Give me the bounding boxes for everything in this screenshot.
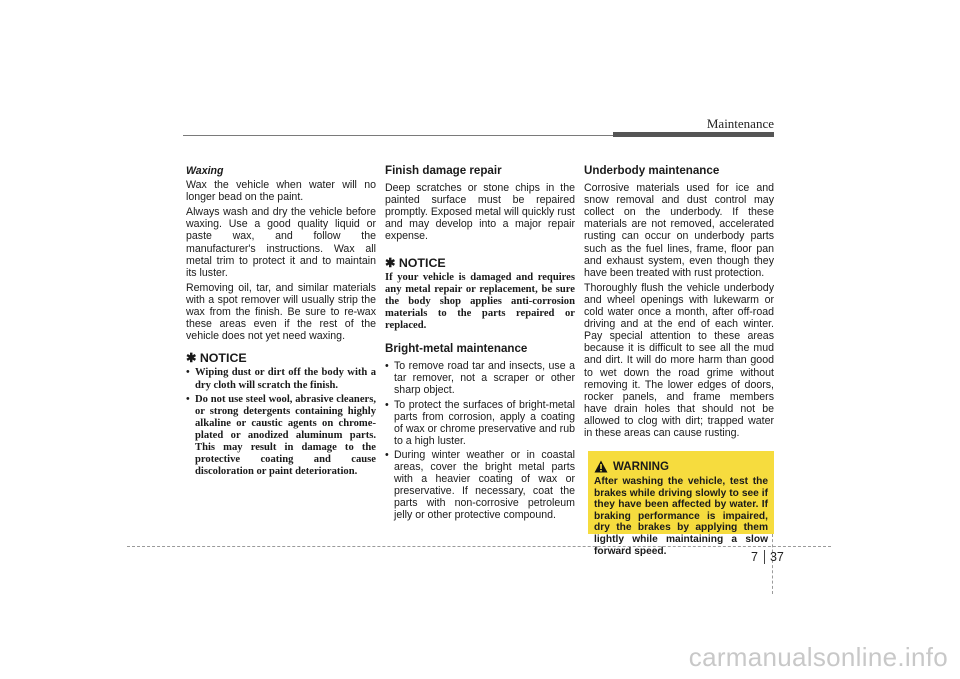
paragraph: Wax the vehicle when water will no longer bead on the paint. [186,179,376,204]
footer-divider [127,546,831,547]
notice-text: If your vehicle is damaged and requires any metal repair or replacement, be sure the body shop applies anti-corrosion materials to the parts repaired or replaced. [385,271,575,332]
bullet-icon: • [186,393,190,405]
paragraph: Always wash and dry the vehicle before waxing. Use a good quality liquid or paste wax, and follow the manufacturer's instructions. Wax all metal trim to protect it and to maintain its luster. [186,206,376,279]
bullet-icon: • [186,367,190,379]
column-3 [584,165,774,442]
paragraph: Thoroughly flush the vehicle underbody and wheel openings with lukewarm or cold water once a month, after off-road driving and at the end of each winter. Pay special attention to these areas because it is difficult to see all the mud and dirt. It will do more harm than good to wet down the road grime without removing it. The lower edges of doors, rocker panels, and frame members have drain holes that should not be allowed to clog with dirt; trapped water in these areas can cause rusting. [584,281,774,439]
list-item: • Wiping dust or dirt off the body with a dry cloth will scratch the finish. [186,367,376,391]
column-2 [385,165,575,523]
footer-vertical-divider [772,534,773,594]
list-item: • Do not use steel wool, abrasive cleaners, or strong detergents containing highly alkaline or caustic agents on chrome-plated or anodized aluminum parts. This may result in damage to the protective coating and cause discoloration or paint deterioration. [186,393,376,478]
notice-label: NOTICE [199,351,247,366]
paragraph: Deep scratches or stone chips in the painted surface must be repaired promptly. Exposed metal will quickly rust and may develop into a major repair expense. [385,182,575,243]
bright-metal-heading: Bright-metal maintenance [385,342,528,356]
warning-label: WARNING [613,460,670,473]
header-bar [613,132,774,137]
bullet-icon: • [385,360,389,373]
underbody-heading: Underbody maintenance [584,164,720,177]
notice-heading [186,352,376,364]
bullet-icon: • [385,398,389,411]
list-item: • To protect the surfaces of bright-metal parts from corrosion, apply a coating of wax or chrome preservative and rub to a high luster. [385,398,575,447]
star-icon: ✱ [186,351,197,366]
watermark: carmanualsonline.info [688,642,948,672]
paragraph: Corrosive materials used for ice and snow removal and dust control may collect on the underbody. If these materials are not removed, accelerated rusting can occur on underbody parts such as the fuel lines, frame, floor pan and exhaust system, even though they have been treated with rust protection. [584,182,774,279]
bright-metal-list [385,360,575,521]
warning-text: After washing the vehicle, test the brakes while driving slowly to see if they have been affected by water. If braking performance is impaired, dry the brakes by applying them lightly while maintaining a slow forward speed. [594,476,768,557]
waxing-subtitle: Waxing [186,165,224,177]
list-item: • To remove road tar and insects, use a tar remover, not a scraper or other sharp object. [385,360,575,397]
notice-list [186,367,376,478]
list-item: • During winter weather or in coastal areas, cover the bright metal parts with a heavier coating of wax or preservative. If necessary, coat the parts with non-corrosive petroleum jelly or other protective compound. [385,448,575,522]
warning-triangle-icon [594,460,608,473]
chapter-number: 7 [751,550,765,564]
bullet-icon: • [385,448,389,461]
finish-damage-heading: Finish damage repair [385,164,502,177]
paragraph: Removing oil, tar, and similar materials with a spot remover will usually strip the wax from the finish. Be sure to re-wax these areas even if the rest of the vehicle does not yet need waxing. [186,281,376,343]
notice-heading [385,257,575,269]
page-number [751,550,784,564]
star-icon: ✱ [385,255,396,270]
section-title: Maintenance [706,116,774,131]
notice-label: NOTICE [398,255,446,270]
column-1 [186,165,376,480]
warning-heading [594,460,768,473]
page-number-value: 37 [769,550,784,564]
warning-box [588,451,774,557]
